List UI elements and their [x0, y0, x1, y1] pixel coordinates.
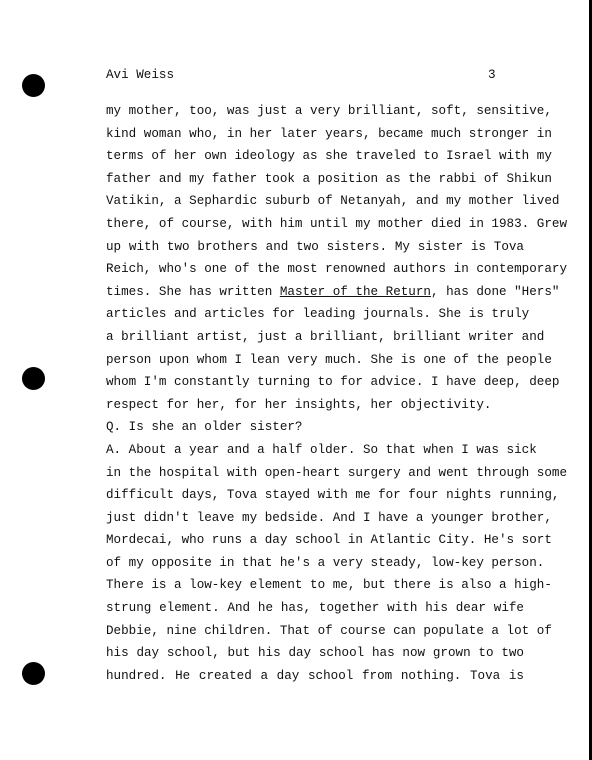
transcript-line: kind woman who, in her later years, became much stronger in	[106, 126, 552, 141]
transcript-line: in the hospital with open-heart surgery and went through some	[106, 465, 568, 480]
transcript-line-with-title	[106, 281, 560, 304]
transcript-line: respect for her, for her insights, her objectivity.	[106, 397, 492, 412]
transcript-line: strung element. And he has, together with his dear wife	[106, 601, 524, 616]
transcript-line: up with two brothers and two sisters. My sister is Tova	[106, 239, 524, 254]
transcript-line: whom I'm constantly turning to for advice. I have deep, deep	[106, 375, 560, 390]
transcript-line: there, of course, with him until my mother died in 1983. Grew	[106, 216, 568, 231]
transcript-line: Reich, who's one of the most renowned authors in contemporary	[106, 262, 568, 277]
binder-hole-middle	[22, 367, 45, 390]
transcript-line: father and my father took a position as the rabbi of Shikun	[106, 171, 552, 186]
line-prefix: times. She has written	[106, 284, 280, 299]
question-line: Q. Is she an older sister?	[106, 420, 303, 435]
binder-hole-top	[22, 74, 45, 97]
transcript-line: a brilliant artist, just a brilliant, brilliant writer and	[106, 329, 545, 344]
transcript-line: terms of her own ideology as she traveled to Israel with my	[106, 149, 552, 164]
transcript-body	[106, 100, 568, 687]
header-author: Avi Weiss	[106, 68, 175, 82]
transcript-line: person upon whom I lean very much. She is one of the people	[106, 352, 552, 367]
transcript-line: my mother, too, was just a very brilliant, soft, sensitive,	[106, 104, 552, 118]
page-number: 3	[488, 68, 496, 82]
transcript-line: There is a low-key element to me, but there is also a high-	[106, 578, 552, 593]
line-suffix: , has done "Hers"	[430, 284, 560, 299]
transcript-line: Mordecai, who runs a day school in Atlantic City. He's sort	[106, 533, 552, 548]
transcript-line: Vatikin, a Sephardic suburb of Netanyah, and my mother lived	[106, 194, 560, 209]
binder-hole-bottom	[22, 662, 45, 685]
transcript-line: just didn't leave my bedside. And I have a younger brother,	[106, 510, 552, 525]
transcript-line: Debbie, nine children. That of course can populate a lot of	[106, 623, 552, 638]
transcript-line: of my opposite in that he's a very steady, low-key person.	[106, 555, 545, 570]
transcript-line: articles and articles for leading journals. She is truly	[106, 307, 530, 322]
transcript-line: his day school, but his day school has now grown to two	[106, 646, 524, 661]
book-title: Master of the Return	[279, 284, 431, 299]
transcript-line: difficult days, Tova stayed with me for four nights running,	[106, 488, 560, 503]
answer-line: A. About a year and a half older. So that when I was sick	[106, 442, 537, 457]
transcript-line: hundred. He created a day school from nothing. Tova is	[106, 668, 524, 683]
